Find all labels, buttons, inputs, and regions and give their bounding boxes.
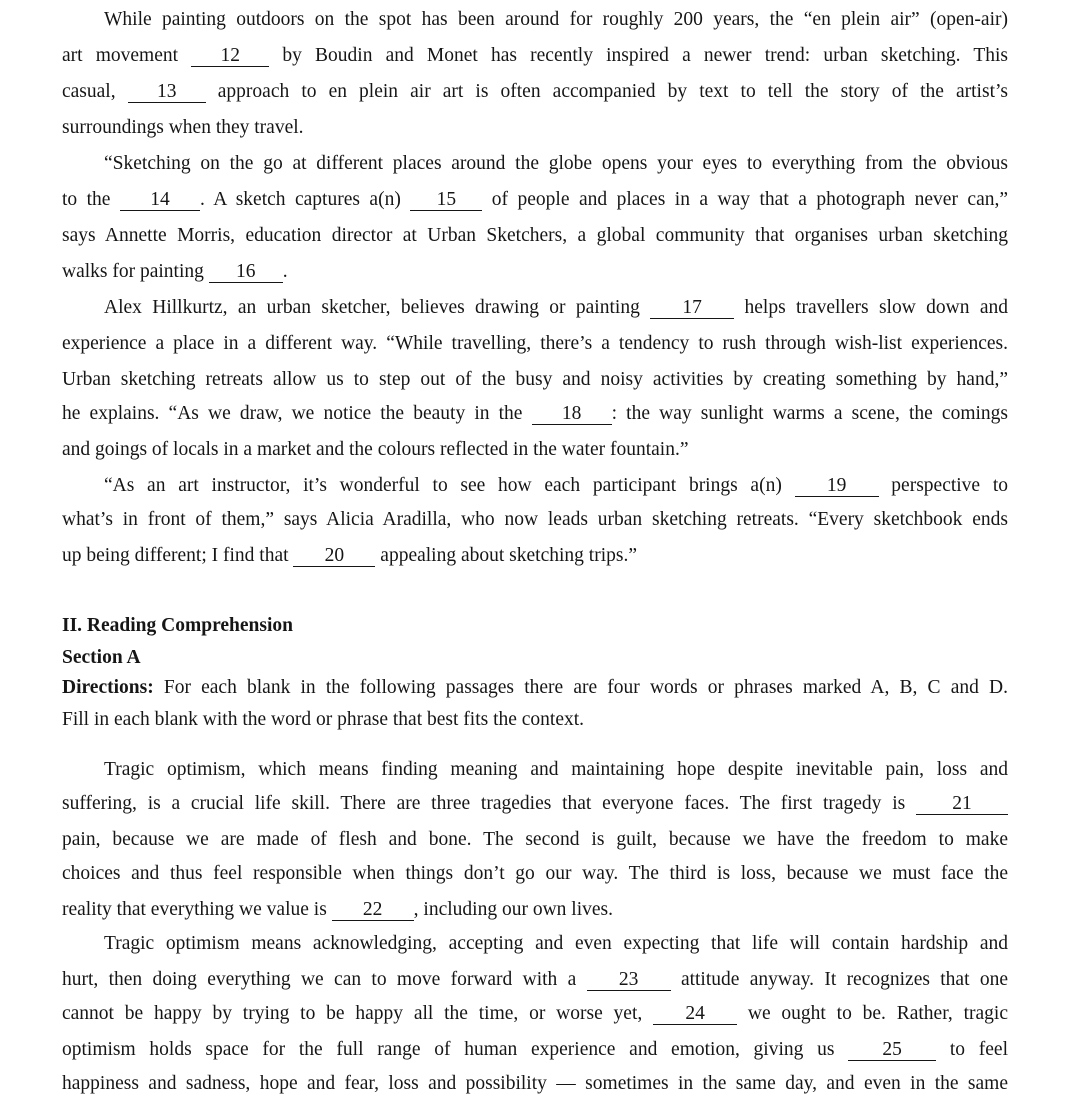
passage-line: Tragic optimism means acknowledging, accepting and even expecting that life will contain hardship and xyxy=(104,933,1008,954)
passage-line: he explains. “As we draw, we notice the beauty in the 18 : the way sunlight warms a scene, the comings xyxy=(62,403,1009,424)
passage-line: experience a place in a different way. “While travelling, there’s a tendency to rush through wish-list experiences. xyxy=(62,333,1008,354)
section-title: II. Reading Comprehension xyxy=(62,615,293,636)
passage-line: surroundings when they travel. xyxy=(62,117,304,138)
passage-line: “As an art instructor, it’s wonderful to see how each participant brings a(n) 19 perspective to xyxy=(104,475,1008,496)
blank-22: 22 xyxy=(332,900,414,921)
passage-line: pain, because we are made of flesh and bone. The second is guilt, because we have the freedom to make xyxy=(62,829,1008,850)
blank-21: 21 xyxy=(916,794,1008,815)
blank-24: 24 xyxy=(653,1004,737,1025)
passage-line: reality that everything we value is 22 , including our own lives. xyxy=(62,899,613,920)
blank-16: 16 xyxy=(209,262,283,283)
passage-line: optimism holds space for the full range of human experience and emotion, giving us 25 to feel xyxy=(62,1039,1009,1060)
passage-line: “Sketching on the go at different places around the globe opens your eyes to everything from the obvious xyxy=(104,153,1008,174)
passage-line: Tragic optimism, which means finding meaning and maintaining hope despite inevitable pain, loss and xyxy=(104,759,1008,780)
passage-line: Urban sketching retreats allow us to step out of the busy and noisy activities by creating something by hand,” xyxy=(62,369,1008,390)
blank-19: 19 xyxy=(795,476,879,497)
blank-25: 25 xyxy=(848,1040,936,1061)
passage-line: to the 14 . A sketch captures a(n) 15 of people and places in a way that a photograph never can,” xyxy=(62,189,1009,210)
passage-line: says Annette Morris, education director at Urban Sketchers, a global community that organises urban sketching xyxy=(62,225,1008,246)
passage-line: happiness and sadness, hope and fear, loss and possibility — sometimes in the same day, and even in the same xyxy=(62,1073,1008,1094)
blank-14: 14 xyxy=(120,190,200,211)
blank-23: 23 xyxy=(587,970,671,991)
passage-line: and goings of locals in a market and the colours reflected in the water fountain.” xyxy=(62,439,689,460)
passage-line: walks for painting 16 . xyxy=(62,261,288,282)
directions-label: Directions: xyxy=(62,677,154,698)
blank-17: 17 xyxy=(650,298,734,319)
passage-line: Alex Hillkurtz, an urban sketcher, believes drawing or painting 17 helps travellers slow down and xyxy=(104,297,1008,318)
passage-line: suffering, is a crucial life skill. There are three tragedies that everyone faces. The first tragedy is 21 xyxy=(62,792,1008,816)
passage-line: up being different; I find that 20 appealing about sketching trips.” xyxy=(62,545,637,566)
blank-20: 20 xyxy=(293,546,375,567)
passage-line: hurt, then doing everything we can to move forward with a 23 attitude anyway. It recognizes that one xyxy=(62,969,1008,990)
passage-line: choices and thus feel responsible when things don’t go our way. The third is loss, because we must face the xyxy=(62,863,1008,884)
directions-line: Fill in each blank with the word or phrase that best fits the context. xyxy=(62,709,585,730)
blank-12: 12 xyxy=(191,46,269,67)
blank-13: 13 xyxy=(128,82,206,103)
blank-15: 15 xyxy=(410,190,482,211)
passage-line: While painting outdoors on the spot has been around for roughly 200 years, the “en plein air” (open-air) xyxy=(104,9,1008,30)
passage-line: casual, 13 approach to en plein air art is often accompanied by text to tell the story of the artist’s xyxy=(62,81,1008,102)
directions-line: Directions: For each blank in the following passages there are four words or phrases marked A, B, C and D. xyxy=(62,677,1008,698)
passage-line: what’s in front of them,” says Alicia Aradilla, who now leads urban sketching retreats. “Every sketchbook ends xyxy=(62,509,1008,530)
passage-line: art movement 12 by Boudin and Monet has recently inspired a newer trend: urban sketching. This xyxy=(62,45,1008,66)
passage-line: cannot be happy by trying to be happy all the time, or worse yet, 24 we ought to be. Rather, tragic xyxy=(62,1003,1008,1024)
section-subtitle: Section A xyxy=(62,647,141,668)
blank-18: 18 xyxy=(532,404,612,425)
